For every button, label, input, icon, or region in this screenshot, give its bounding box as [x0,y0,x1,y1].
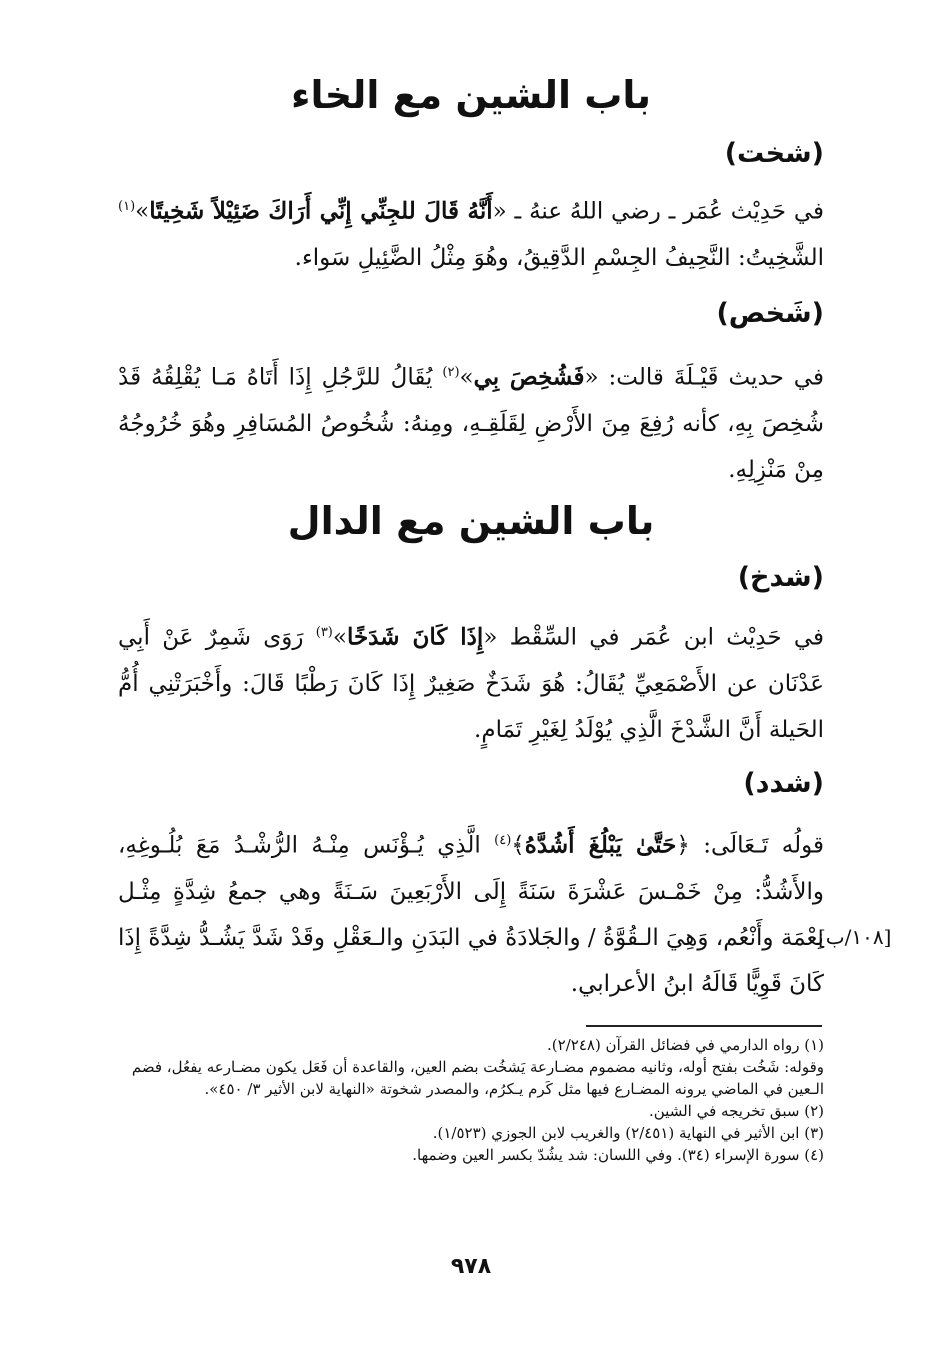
footnote-item: وقوله: شَخُت بفتح أوله، وثانيه مضموم مضـارعة يَشخُت بضم العين، والقاعدة أن فَعَل يكون مضـارعه يفعُل، فضم الـعين في الماضي يرونه المضـارع فيها مثل كَرم يـكرُم، والمصدر شخوتة «النهاية لابن الأثير ٣/ ٤٥٠». [131,1058,824,1098]
hadith-quote: فَشُخِصَ بِي [473,363,585,391]
chapter-title-dal: باب الشين مع الدال [287,499,655,543]
entry-head-shadad: (شدد) [743,768,824,799]
footnote-divider [586,1025,822,1027]
entry-text-pre: في حَدِيْث ابن عُمَر في السِّقْط « [483,624,824,651]
quran-quote: حَتَّىٰ يَبْلُغَ أَشُدَّهُ [524,831,677,859]
footnote-ref: (٣) [315,625,333,640]
footnote-ref: (١) [118,199,136,214]
footnote-item: (١) رواه الدارمي في فضائل القرآن (٢/٢٤٨). [547,1036,824,1054]
quote-close: » [332,624,347,651]
entry-text-pre: في حَدِيْث عُمَر ـ رضي اللهُ عنهُ ـ « [492,198,824,225]
entry-text-post: الشَّخِيتُ: النَّحِيفُ الجِسْمِ الدَّقِيقُ، وهُوَ مِثْلُ الضَّئِيلِ سَواء. [294,244,824,271]
entry-body-shakhas [118,350,824,493]
quote-close: » [135,198,150,225]
quote-close: ﴾ [511,832,525,859]
quote-close: » [459,364,474,391]
footnotes-list [118,1034,824,1166]
entry-text-pre: قولُه تَـعَالَى: ﴿ [676,832,824,859]
entry-body-shadad [118,818,824,1007]
hadith-quote: أَنَّهُ قَالَ للجِنِّي إِنِّي أَرَاكَ ضَئِيْلاً شَخِيتًا [149,197,493,225]
entry-text-post: يُقَالُ للرَّجُلِ إِذَا أَتَاهُ مَـا يُقْلِقُهُ قَدْ شُخِصَ بِهِ، كأنه رُفِعَ مِنَ الأَرْضِ لِقَلَقِـهِ، ومِنهُ: شُخُوصُ المُسَافِرِ وهُوَ خُرُوجُهُ مِنْ مَنْزِلِهِ. [118,364,824,483]
hadith-quote: إِذَا كَانَ شَدَخًا [346,623,484,651]
chapter-title-kha: باب الشين مع الخاء [291,73,651,117]
entry-text-post: رَوَى شَمِرٌ عَنْ أَبِي عَدْنَان عن الأَصْمَعِيِّ يُقَالُ: هُوَ شَدَخٌ صَغِيرٌ إِذَا كَانَ رَطْبًا قَالَ: وأَخْبَرَتْنِي أُمُّ الحَيلة أَنَّ الشَّدْخَ الَّذِي يُوْلَدُ لِغَيْرِ تَمَامٍ. [118,624,824,743]
footnote-item: (٣) ابن الأثير في النهاية (٢/٤٥١) والغريب لابن الجوزي (١/٥٢٣). [432,1124,824,1142]
entry-text-pre: في حديث قَيْـلَةَ قالت: « [584,364,824,391]
entry-head-shakht: (شخت) [724,138,824,169]
page-number: ٩٧٨ [450,1254,492,1279]
footnote-item: (٤) سورة الإسراء (٣٤). وفي اللسان: شد يشُدّ بكسر العين وضمها. [412,1146,824,1164]
entry-head-shadakh: (شدخ) [737,562,824,593]
entry-body-shakht [118,184,824,281]
footnote-item: (٢) سبق تخريجه في الشين. [649,1102,824,1120]
footnote-ref: (٢) [442,365,460,380]
entry-head-shakhas: (شَخص) [716,298,824,329]
manuscript-folio-marker: [١٠٨/ب] [818,925,892,949]
entry-text-post: الَّذِي يُـؤْنَس مِنْـهُ الرُّشْـدُ مَعَ بُلُـوغِهِ، والأَشُدُّ: مِنْ خَمْـسَ عَشْرَةَ سَنَةً إِلَى الأَرْبَعِينَ سَـنَةً وهي جمعُ شِدَّةٍ مِثْـل نِعْمَة وأَنْعُم، وَهِيَ الـقُوَّةُ / والجَلادَةُ في البَدَنِ والـعَقْلِ وقَدْ شَدَّ يَشُـدُّ شِدَّةً إِذَا كَانَ قَوِيًّا قَالَهُ ابنُ الأعرابي. [118,832,824,997]
entry-body-shadakh [118,610,824,753]
footnote-ref: (٤) [494,833,512,848]
